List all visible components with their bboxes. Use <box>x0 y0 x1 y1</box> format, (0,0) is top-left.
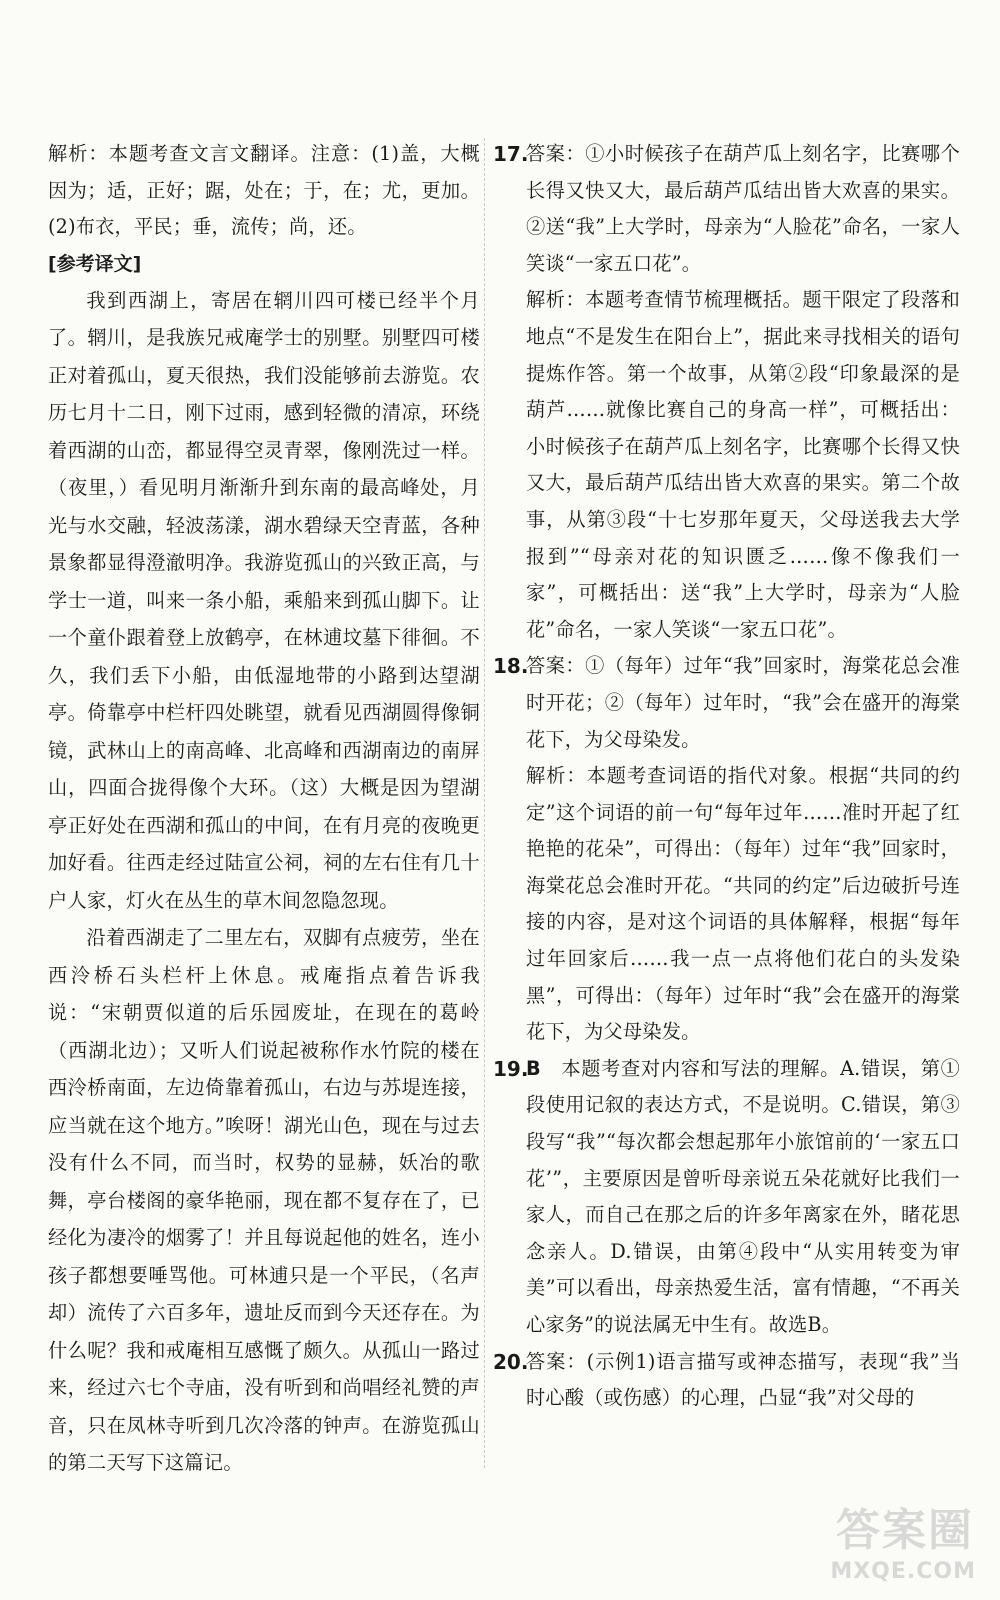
question-18 <box>493 648 960 1051</box>
column-divider <box>484 138 485 1468</box>
question-17 <box>493 136 960 648</box>
right-column <box>493 136 960 1417</box>
q19-body <box>526 1051 960 1344</box>
q18-analysis: 解析：本题考查词语的指代对象。根据“共同的约定”这个词语的前一句“每年过年……准时开起了红艳艳的花朵”，可得出：（每年）过年“我”回家时，海棠花总会准时开花。“共同的约定”后边破折号连接的内容，是对这个词语的具体解释，根据“每年过年回家后……我一点一点将他们花白的头发染黑”，可得出：（每年）过年时“我”会在盛开的海棠花下，为父母染发。 <box>526 764 960 1044</box>
question-number: 19. <box>493 1056 529 1081</box>
q17-answer: 答案：①小时候孩子在葫芦瓜上刻名字，比赛哪个长得又快又大，最后葫芦瓜结出皆大欢喜的果实。②送“我”上大学时，母亲为“人脸花”命名，一家人笑谈“一家五口花”。 <box>526 142 960 275</box>
q19-choice-letter: B <box>526 1056 541 1080</box>
translation-paragraph-2: 沿着西湖走了二里左右，双脚有点疲劳，坐在西泠桥石头栏杆上休息。戒庵指点着告诉我说：“宋朝贾似道的后乐园废址，在现在的葛岭（西湖北边）；又听人们说起被称作水竹院的楼在西泠桥南面，左边倚靠着孤山，右边与苏堤连接，应当就在这个地方。”唉呀！湖光山色，现在与过去没有什么不同，而当时，权势的显赫，妖冶的歌舞，亭台楼阁的豪华艳丽，现在都不复存在了，已经化为凄冷的烟雾了！并且每说起他的姓名，连小孩子都想要唾骂他。可林逋只是一个平民，（名声却）流传了六百多年，遗址反而到今天还存在。为什么呢？我和戒庵相互感慨了颇久。从孤山一路过来，经过六七个寺庙，没有听到和尚唱经礼赞的声音，只在凤林寺听到几次冷落的钟声。在游览孤山的第二天写下这篇记。 <box>48 926 480 1475</box>
question-19 <box>493 1051 960 1344</box>
q20-answer: 答案：(示例1)语言描写或神态描写，表现“我”当时心酸（或伤感）的心理，凸显“我”对父母的 <box>526 1349 960 1410</box>
q19-explanation: 本题考查对内容和写法的理解。A.错误，第①段使用记叙的表达方式，不是说明。C.错误，第③段写“我”“每次都会想起那年小旅馆前的‘一家五口花’”，主要原因是曾听母亲说五朵花就好比我们一家人，而自己在那之后的许多年离家在外，睹花思念亲人。D.错误，由第④段中“从实用转变为审美”可以看出，母亲热爱生活，富有情趣，“不再关心家务”的说法属无中生有。故选B。 <box>526 1056 961 1336</box>
question-number: 17. <box>493 142 529 166</box>
q17-analysis: 解析：本题考查情节梳理概括。题干限定了段落和地点“不是发生在阳台上”，据此来寻找相关的语句提炼作答。第一个故事，从第②段“印象最深的是葫芦……就像比赛自己的身高一样”，可概括出：小时候孩子在葫芦瓜上刻名字，比赛哪个长得又快又大，最后葫芦瓜结出皆大欢喜的果实。第二个故事，从第③段“十七岁那年夏天，父母送我去大学报到”“母亲对花的知识匮乏……像不像我们一家”，可概括出：送“我”上大学时，母亲为“人脸花”命名，一家人笑谈“一家五口花”。 <box>526 288 960 641</box>
left-column <box>48 136 480 1482</box>
question-20 <box>493 1344 960 1417</box>
reference-translation-heading: [参考译文] <box>48 252 142 275</box>
translation-paragraph-1: 我到西湖上，寄居在辋川四可楼已经半个月了。辋川，是我族兄戒庵学士的别墅。别墅四可楼正对着孤山，夏天很热，我们没能够前去游览。农历七月十二日，刚下过雨，感到轻微的清凉，环绕着西湖的山峦，都显得空灵青翠，像刚洗过一样。（夜里，）看见明月渐渐升到东南的最高峰处，月光与水交融，轻波荡漾，湖水碧绿天空青蓝，各种景象都显得澄澈明净。我游览孤山的兴致正高，与学士一道，叫来一条小船，乘船来到孤山脚下。让一个童仆跟着登上放鹤亭，在林逋坟墓下徘徊。不久，我们丢下小船，由低湿地带的小路到达望湖亭。倚靠亭中栏杆四处眺望，就看见西湖圆得像铜镜，武林山上的南高峰、北高峰和西湖南边的南屏山，四面合拢得像个大环。（这）大概是因为望湖亭正好处在西湖和孤山的中间，在有月亮的夜晚更加好看。往西走经过陆宣公祠，祠的左右住有几十户人家，灯火在丛生的草木间忽隐忽现。 <box>48 288 480 912</box>
q18-answer: 答案：①（每年）过年“我”回家时，海棠花总会准时开花；②（每年）过年时，“我”会在盛开的海棠花下，为父母染发。 <box>526 654 960 751</box>
question-number: 20. <box>493 1349 529 1374</box>
site-watermark <box>810 1494 982 1586</box>
question-number: 18. <box>493 654 529 679</box>
intro-analysis: 解析：本题考查文言文翻译。注意：(1)盖，大概因为；适，正好；踞，处在；于，在；尤，更加。(2)布衣，平民；垂，流传；尚，还。 <box>48 142 480 239</box>
watermark-en: MXQE.COM <box>830 1559 976 1584</box>
watermark-cn: 答案圈 <box>836 1505 974 1556</box>
